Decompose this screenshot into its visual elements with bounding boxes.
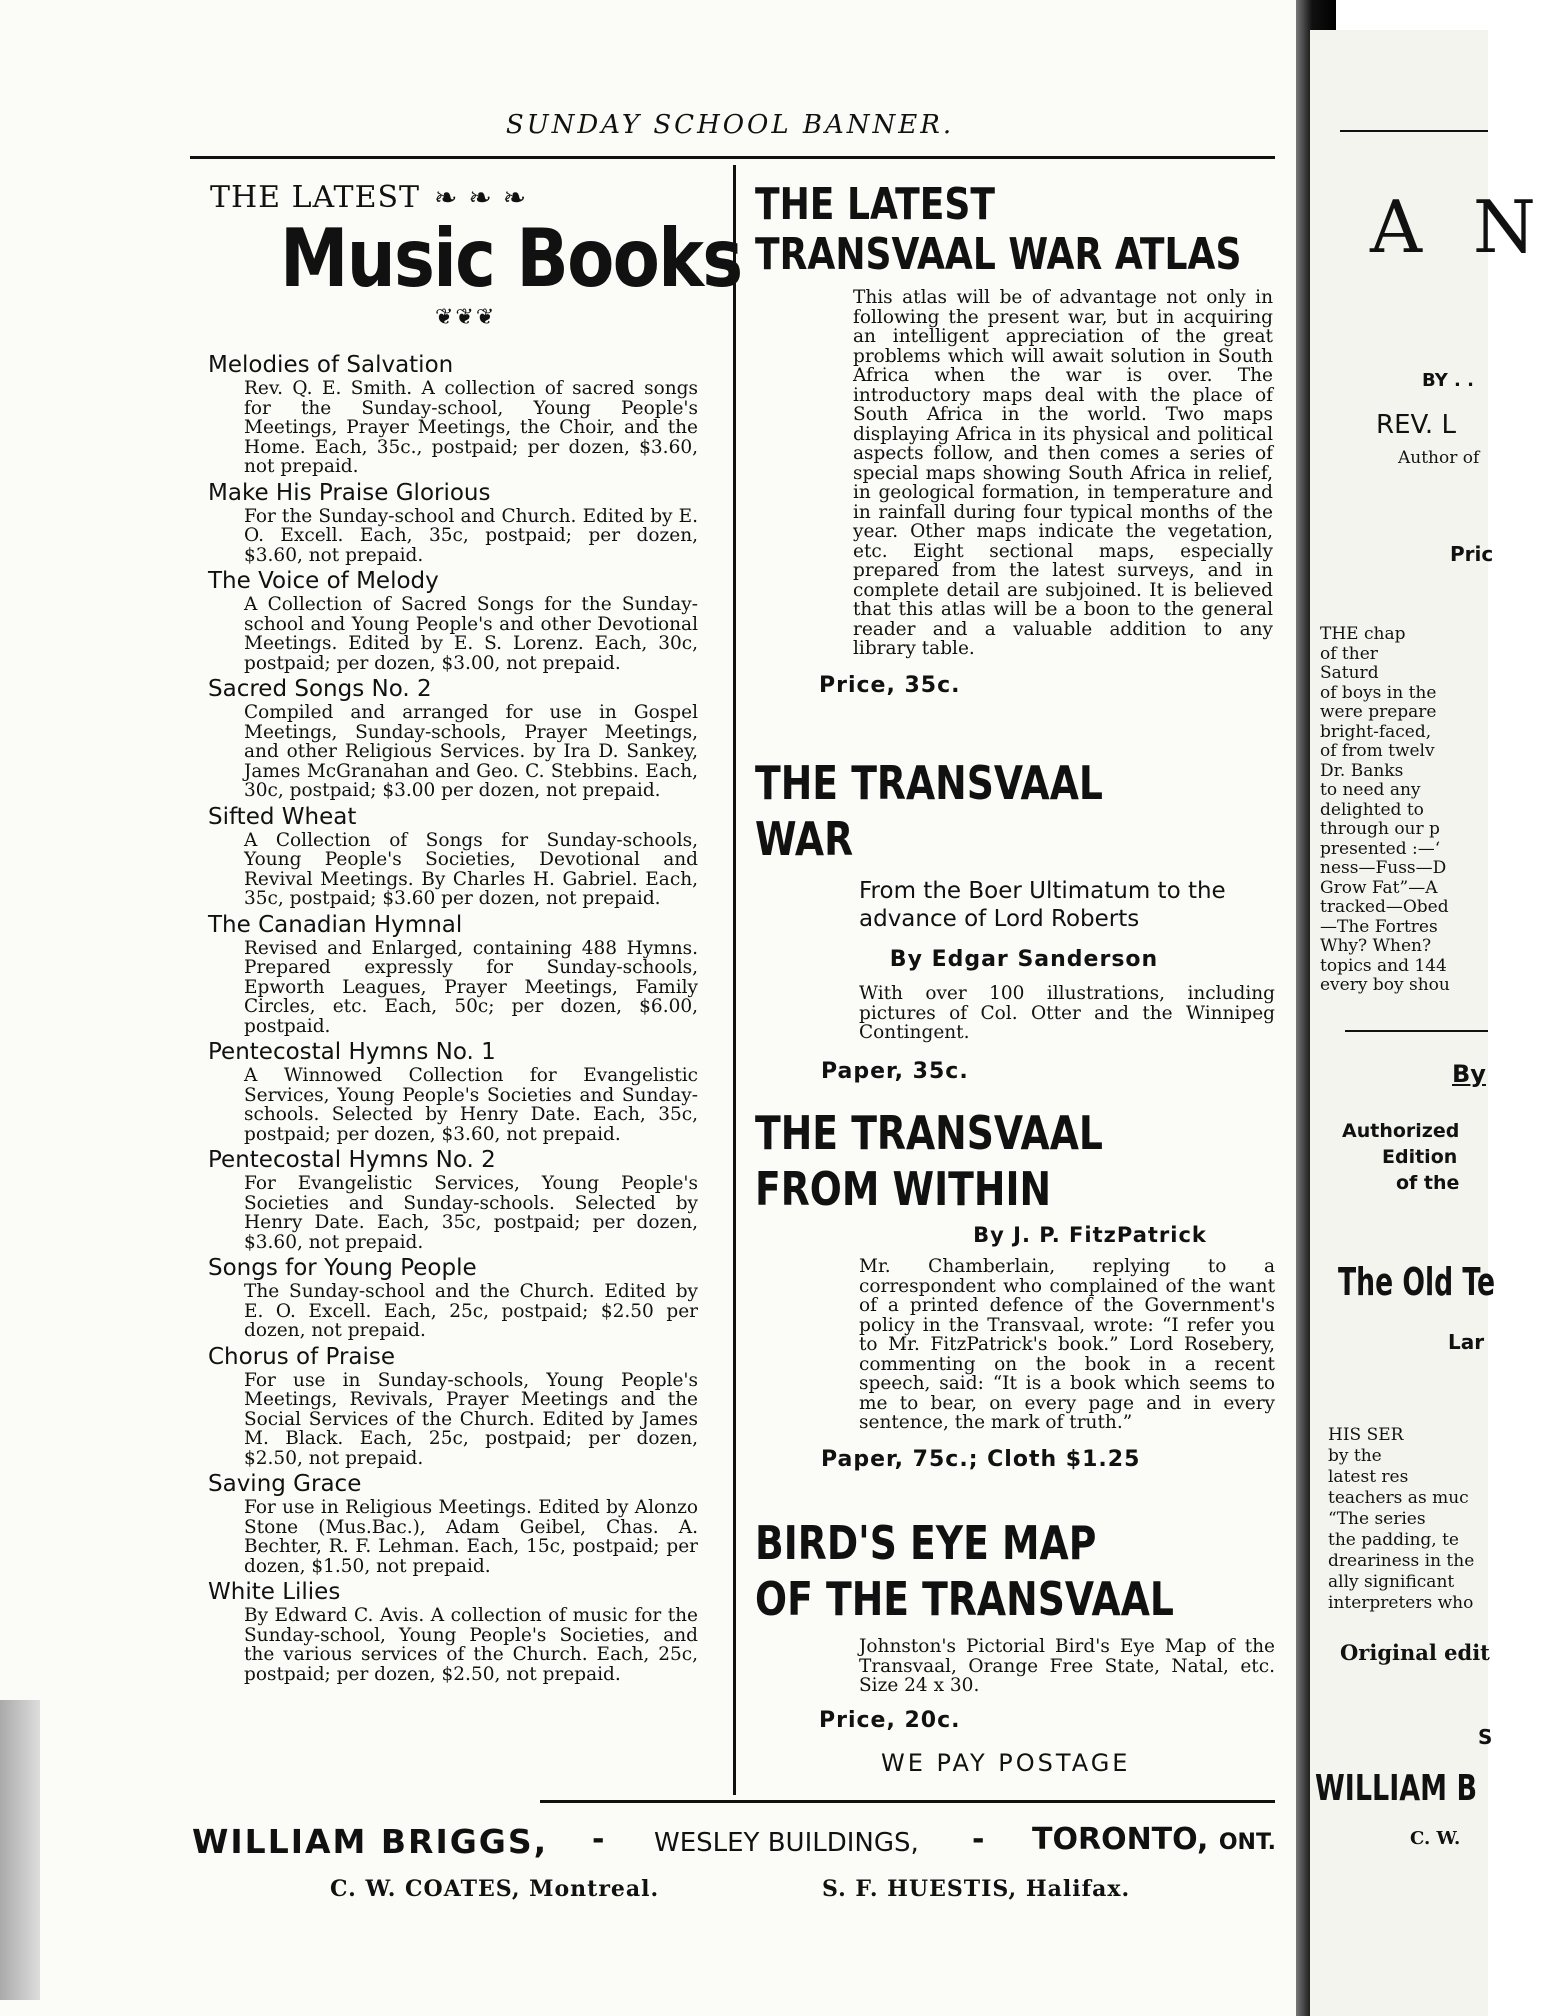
book-entry bbox=[208, 912, 698, 1037]
facing-original: Original edit bbox=[1340, 1640, 1490, 1665]
montreal-agent: C. W. COATES, Montreal. bbox=[330, 1876, 660, 1902]
war-description: With over 100 illustrations, including pictures of Col. Otter and the Winnipeg Contingent. bbox=[859, 983, 1275, 1043]
book-entry bbox=[208, 1471, 698, 1576]
publisher-city bbox=[1032, 1822, 1276, 1857]
facing-line: topics and 144 bbox=[1320, 955, 1447, 976]
book-description: For use in Sunday-schools, Young People's Meetings, Revivals, Prayer Meetings and the Social Services of the Church. Edited by James M. Black. Each, 25c, postpaid; per dozen, $2.50, not prepaid. bbox=[244, 1369, 698, 1469]
facing-s: S bbox=[1478, 1725, 1493, 1749]
column-rule bbox=[733, 165, 736, 1795]
book-entry bbox=[208, 676, 698, 801]
facing-line: Dr. Banks bbox=[1320, 760, 1404, 781]
book-description: A Collection of Sacred Songs for the Sunday-school and Young People's and other Devotional Meetings. Edited by E. S. Lorenz. Each, 30c, postpaid; per dozen, $3.00, not prepaid. bbox=[244, 594, 698, 674]
book-description: Rev. Q. E. Smith. A collection of sacred songs for the Sunday-school, Young People's Meetings, Prayer Meetings, the Choir, and the Home. Each, 35c., postpaid; per dozen, $3.60, not prepaid. bbox=[244, 378, 698, 477]
facing-line: dreariness in the bbox=[1328, 1551, 1475, 1571]
book-entry bbox=[208, 480, 698, 566]
atlas-ad bbox=[755, 180, 1275, 698]
book-description: For the Sunday-school and Church. Edited by E. O. Excell. Each, 35c, postpaid; per dozen, $3.60, not prepaid. bbox=[244, 505, 698, 566]
fleuron-ornament: ❧ ❧ ❧ bbox=[434, 181, 528, 214]
facing-line: by the bbox=[1328, 1446, 1382, 1466]
facing-page bbox=[1310, 30, 1550, 2016]
facing-line: of ther bbox=[1320, 643, 1378, 664]
facing-line: latest res bbox=[1328, 1467, 1409, 1487]
facing-old-testament: The Old Te bbox=[1338, 1260, 1496, 1304]
book-entry bbox=[208, 1255, 698, 1341]
book-description: By Edward C. Avis. A collection of music for the Sunday-school, Young People's Societies, and the various services of the Church. Each, 25c, postpaid; per dozen, $2.50, not prepaid. bbox=[244, 1605, 698, 1685]
within-title-1: THE TRANSVAAL bbox=[755, 1106, 1103, 1160]
facing-line: to need any bbox=[1320, 780, 1421, 800]
facing-author: Author of bbox=[1398, 448, 1480, 468]
book-description: For Evangelistic Services, Young People's Societies and Sunday-schools. Selected by Henry Date. Each, 35c, postpaid; per dozen, $3.60, not prepaid. bbox=[244, 1173, 698, 1253]
book-entry bbox=[208, 568, 698, 673]
facing-of-the: of the bbox=[1396, 1172, 1460, 1194]
book-description: Compiled and arranged for use in Gospel Meetings, Sunday-schools, Prayer Meetings, and other Religious Services. by Ira D. Sankey, James McGranahan and Geo. C. Stebbins. Each, 30c, postpaid; $3.00 per dozen, not prepaid. bbox=[244, 702, 698, 801]
map-title-1: BIRD'S EYE MAP bbox=[755, 1516, 1097, 1570]
book-title: White Lilies bbox=[208, 1579, 341, 1605]
book-description: A Winnowed Collection for Evangelistic Services, Young People's Societies and Sunday-schools. Selected by Henry Date. Each, 35c, postpaid; per dozen, $3.60, not prepaid. bbox=[244, 1065, 698, 1145]
book-title: Pentecostal Hymns No. 1 bbox=[208, 1039, 496, 1065]
facing-line: interpreters who bbox=[1328, 1593, 1474, 1613]
book-description: Revised and Enlarged, containing 488 Hymns. Prepared expressly for Sunday-schools, Epworth Leagues, Prayer Meetings, Family Circles, etc. Each, 50c; per dozen, $6.00, postpaid. bbox=[244, 937, 698, 1037]
facing-paragraph-2 bbox=[1328, 1425, 1474, 1614]
facing-line: ally significant bbox=[1328, 1572, 1455, 1592]
facing-line: HIS SER bbox=[1328, 1425, 1404, 1445]
facing-line: teachers as muc bbox=[1328, 1488, 1469, 1508]
facing-big-title: A N bbox=[1370, 185, 1550, 269]
facing-rev: REV. L bbox=[1376, 410, 1456, 440]
facing-paragraph-1 bbox=[1320, 625, 1450, 996]
book-title: Chorus of Praise bbox=[208, 1343, 396, 1370]
facing-line: tracked—Obed bbox=[1320, 897, 1449, 917]
facing-line: of boys in the bbox=[1320, 682, 1437, 703]
facing-line: Saturd bbox=[1320, 663, 1379, 683]
book-title: Sifted Wheat bbox=[208, 803, 357, 830]
separator-dash: - bbox=[592, 1822, 605, 1857]
facing-line: of from twelv bbox=[1320, 741, 1435, 761]
book-title: The Voice of Melody bbox=[208, 568, 439, 594]
postage-note: WE PAY POSTAGE bbox=[881, 1748, 1131, 1777]
top-rule bbox=[190, 156, 1275, 159]
map-price: Price, 20c. bbox=[819, 1707, 961, 1733]
halifax-agent: S. F. HUESTIS, Halifax. bbox=[822, 1876, 1131, 1902]
map-title-2: OF THE TRANSVAAL bbox=[755, 1572, 1174, 1626]
music-books-title: Music Books bbox=[280, 212, 742, 305]
facing-line: were prepare bbox=[1320, 702, 1437, 722]
facing-line: Grow Fat”—A bbox=[1320, 877, 1438, 898]
facing-line: the padding, te bbox=[1328, 1530, 1459, 1550]
book-title: Pentecostal Hymns No. 2 bbox=[208, 1147, 496, 1173]
facing-line: —The Fortres bbox=[1320, 916, 1438, 937]
atlas-price: Price, 35c. bbox=[819, 672, 961, 698]
music-book-list bbox=[208, 352, 698, 1687]
book-title: Saving Grace bbox=[208, 1471, 362, 1497]
separator-dash: - bbox=[972, 1822, 985, 1857]
map-ad bbox=[755, 1515, 1275, 1777]
book-title: The Canadian Hymnal bbox=[208, 911, 463, 938]
publisher-address: WESLEY BUILDINGS, bbox=[654, 1828, 919, 1858]
war-byline: By Edgar Sanderson bbox=[889, 947, 1159, 972]
running-head: SUNDAY SCHOOL BANNER. bbox=[505, 110, 955, 140]
atlas-title-1: THE LATEST bbox=[755, 179, 995, 230]
facing-line: presented :—‘ bbox=[1320, 838, 1441, 859]
war-price: Paper, 35c. bbox=[821, 1058, 969, 1084]
facing-price: Pric bbox=[1450, 542, 1494, 566]
book-entry bbox=[208, 804, 698, 909]
facing-line: through our p bbox=[1320, 819, 1440, 839]
within-byline: By J. P. FitzPatrick bbox=[973, 1223, 1207, 1247]
facing-line: delighted to bbox=[1320, 799, 1424, 820]
facing-line: THE chap bbox=[1320, 624, 1406, 644]
facing-line: ness—Fuss—D bbox=[1320, 858, 1447, 878]
book-entry bbox=[208, 1579, 698, 1684]
facing-agent: C. W. bbox=[1410, 1828, 1461, 1849]
book-entry bbox=[208, 352, 698, 477]
facing-line: Why? When? bbox=[1320, 936, 1432, 956]
book-title: Melodies of Salvation bbox=[208, 352, 454, 378]
heart-ornament: ❦❦❦ bbox=[435, 305, 497, 330]
publisher-name: WILLIAM BRIGGS, bbox=[192, 1822, 549, 1861]
facing-by-2: By bbox=[1452, 1060, 1486, 1088]
war-ad bbox=[755, 755, 1275, 1084]
facing-by: BY . . bbox=[1422, 370, 1474, 391]
book-entry bbox=[208, 1344, 698, 1469]
within-ad bbox=[755, 1105, 1275, 1472]
within-description: Mr. Chamberlain, replying to a correspondent who complained of the want of a printed defence of the Government's policy in the Transvaal, wrote: “I refer you to Mr. FitzPatrick's book.” Lord Rosebery, commenting on the book in a recent speech, said: “It is a book which seems to me to bear, on every page and in every sentence, the mark of truth.” bbox=[859, 1256, 1275, 1433]
facing-lar: Lar bbox=[1448, 1330, 1485, 1354]
facing-line: “The series bbox=[1328, 1509, 1426, 1529]
kicker-text: THE LATEST bbox=[210, 180, 421, 215]
map-description: Johnston's Pictorial Bird's Eye Map of the Transvaal, Orange Free State, Natal, etc. Size 24 x 30. bbox=[859, 1636, 1275, 1696]
book-description: The Sunday-school and the Church. Edited by E. O. Excell. Each, 25c, postpaid; $2.50 per dozen, not prepaid. bbox=[244, 1281, 698, 1341]
province-name: ONT. bbox=[1218, 1830, 1276, 1855]
book-description: For use in Religious Meetings. Edited by Alonzo Stone (Mus.Bac.), Adam Geibel, Chas. A. Bechter, R. F. Lehman. Each, 15c, postpaid; per dozen, $1.50, not prepaid. bbox=[244, 1497, 698, 1577]
book-entry bbox=[208, 1039, 698, 1144]
war-title-1: THE TRANSVAAL bbox=[755, 756, 1103, 810]
book-title: Songs for Young People bbox=[208, 1255, 477, 1281]
city-name: TORONTO, bbox=[1032, 1822, 1209, 1857]
facing-edition: Edition bbox=[1382, 1146, 1458, 1168]
within-title-2: FROM WITHIN bbox=[755, 1162, 1052, 1216]
within-price: Paper, 75c.; Cloth $1.25 bbox=[821, 1446, 1141, 1472]
book-entry bbox=[208, 1147, 698, 1252]
page-edge-shadow bbox=[0, 1700, 40, 2000]
music-kicker bbox=[210, 180, 527, 215]
facing-top-rule bbox=[1340, 130, 1488, 132]
book-title: Sacred Songs No. 2 bbox=[208, 676, 432, 702]
facing-publisher: WILLIAM B bbox=[1315, 1768, 1478, 1809]
facing-rule bbox=[1345, 1030, 1488, 1032]
facing-line: bright-faced, bbox=[1320, 721, 1432, 742]
atlas-title-2: TRANSVAAL WAR ATLAS bbox=[755, 229, 1242, 280]
facing-authorized: Authorized bbox=[1342, 1120, 1460, 1142]
facing-line: every boy shou bbox=[1320, 975, 1450, 995]
book-description: A Collection of Songs for Sunday-schools, Young People's Societies, Devotional and Revival Meetings. By Charles H. Gabriel. Each, 35c, postpaid; $3.60 per dozen, not prepaid. bbox=[244, 829, 698, 909]
bottom-rule bbox=[540, 1800, 1275, 1803]
war-title-2: WAR bbox=[755, 812, 854, 866]
atlas-description: This atlas will be of advantage not only in following the present war, but in acquiring an intelligent appreciation of the great problems which will await solution in South Africa when the war is over. The introductory maps deal with the place of South Africa in the world. Two maps displaying Africa in its physical and political aspects follow, and then comes a series of special maps showing South Africa in relief, in geological formation, in temperature and in rainfall during four typical months of the year. Other maps indicate the vegetation, etc. Eight sectional maps, especially prepared from the latest surveys, and in complete detail are subjoined. It is believed that this atlas will be a boon to the general reader and a valuable addition to any library table. bbox=[853, 287, 1273, 659]
book-title: Make His Praise Glorious bbox=[208, 479, 491, 506]
war-subtitle: From the Boer Ultimatum to the advance of Lord Roberts bbox=[859, 878, 1226, 932]
